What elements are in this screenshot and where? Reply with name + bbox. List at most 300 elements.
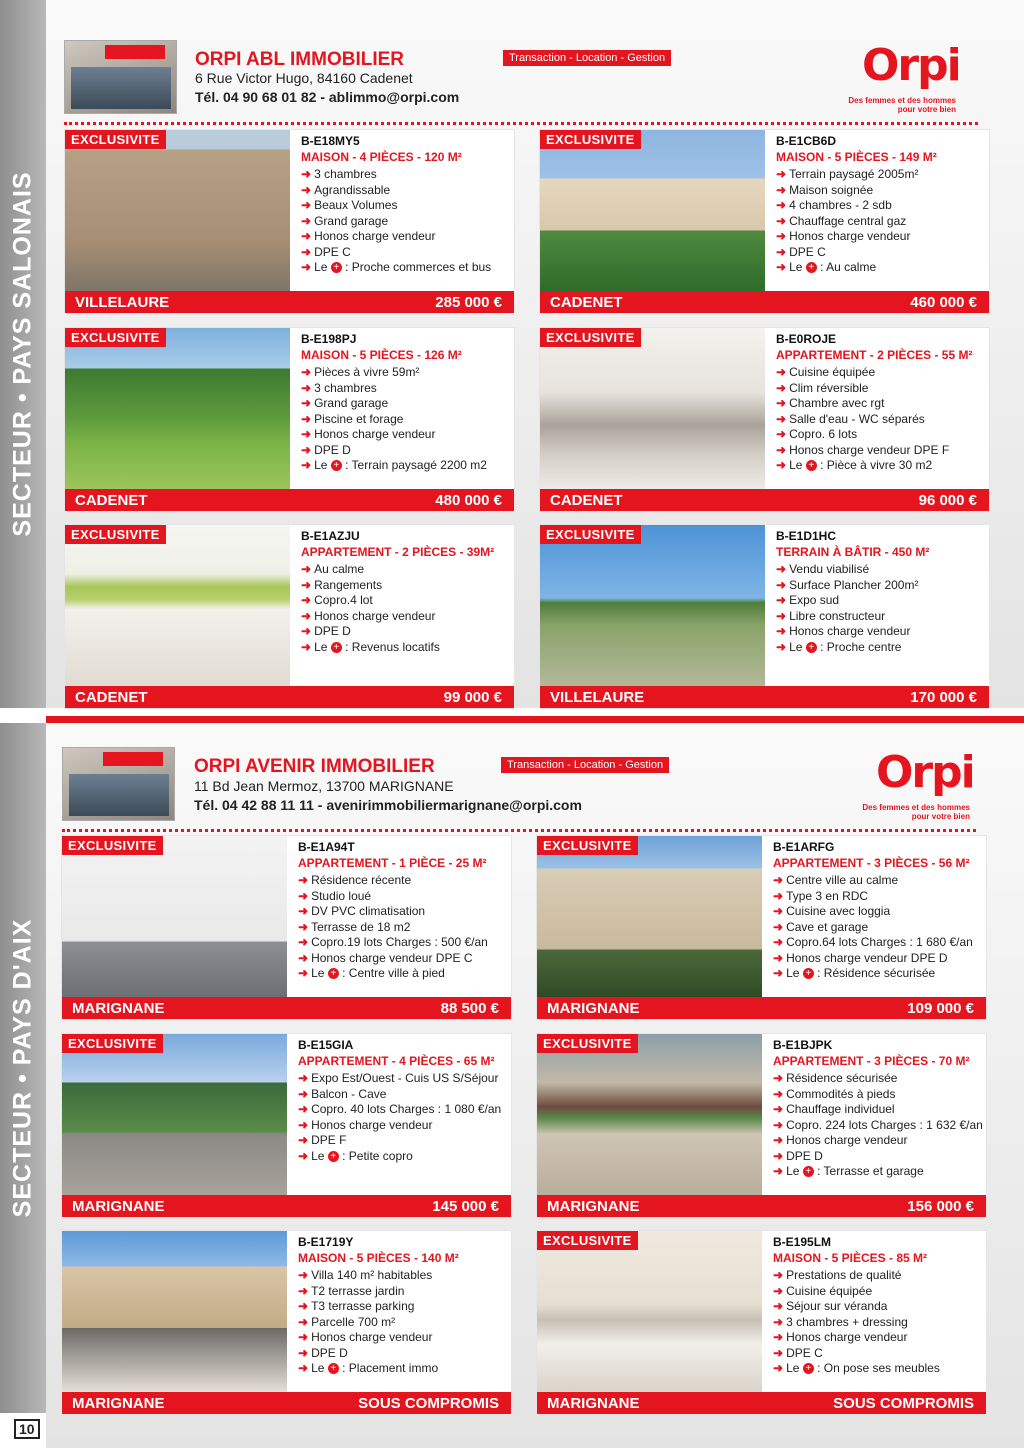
arrow-icon: ➜ [298, 1361, 309, 1375]
feature-item: ➜ Honos charge vendeur [773, 1133, 908, 1147]
feature-plus: ➜ Le + : Résidence sécurisée [773, 966, 936, 980]
agency-address: 6 Rue Victor Hugo, 84160 Cadenet [195, 70, 413, 86]
arrow-icon: ➜ [773, 1071, 784, 1085]
arrow-icon: ➜ [776, 562, 787, 576]
feature-item: ➜ Grand garage [301, 213, 389, 228]
feature-item: ➜ DPE D [298, 1345, 348, 1360]
feature-item: ➜ T2 terrasse jardin [298, 1283, 405, 1298]
listing-card[interactable] [539, 327, 990, 512]
arrow-icon: ➜ [773, 1117, 784, 1132]
listing-card[interactable] [61, 1033, 512, 1218]
listing-bar [62, 1392, 511, 1414]
exclusivite-badge: EXCLUSIVITE [62, 836, 163, 855]
listing-card[interactable] [536, 835, 987, 1020]
listing-bar [65, 686, 514, 708]
feature-plus: ➜ Le + : Petite copro [298, 1148, 413, 1163]
feature-item: ➜ Grand garage [301, 396, 389, 410]
listing-city: CADENET [550, 294, 623, 311]
property-photo[interactable] [537, 1231, 762, 1393]
feature-item: ➜ Honos charge vendeur [298, 1117, 433, 1132]
listing-ref: B-E1ARFG [773, 840, 835, 854]
exclusivite-badge: EXCLUSIVITE [540, 525, 641, 544]
property-photo[interactable] [537, 1034, 762, 1196]
feature-plus: ➜ Le + : Pièce à vivre 30 m2 [776, 458, 933, 472]
arrow-icon: ➜ [776, 577, 787, 592]
arrow-icon: ➜ [298, 1299, 309, 1313]
plus-icon: + [803, 968, 814, 979]
feature-item: ➜ Copro. 40 lots Charges : 1 080 €/an [298, 1102, 502, 1116]
listing-bar [540, 489, 989, 511]
agency-name: ORPI AVENIR IMMOBILIER [194, 756, 435, 777]
listing-bar [65, 489, 514, 511]
feature-list [776, 562, 988, 655]
arrow-icon: ➜ [298, 1314, 309, 1329]
listing-price: 460 000 € [910, 294, 977, 311]
orpi-logo: Orpi [862, 40, 960, 91]
arrow-icon: ➜ [301, 244, 312, 259]
feature-plus: ➜ Le + : Au calme [776, 260, 877, 274]
exclusivite-badge: EXCLUSIVITE [537, 1034, 638, 1053]
exclusivite-badge: EXCLUSIVITE [65, 525, 166, 544]
arrow-icon: ➜ [298, 950, 309, 965]
feature-item: ➜ Honos charge vendeur DPE F [776, 442, 950, 457]
orpi-logo: Orpi [876, 747, 974, 798]
arrow-icon: ➜ [773, 1299, 784, 1313]
feature-item: ➜ Copro.64 lots Charges : 1 680 €/an [773, 935, 973, 949]
listing-bar [62, 997, 511, 1019]
arrow-icon: ➜ [301, 213, 312, 228]
listing-type: MAISON - 5 PIÈCES - 85 M² [773, 1251, 928, 1265]
feature-item: ➜ Cuisine équipée [773, 1283, 873, 1298]
listing-info [773, 840, 985, 982]
feature-item: ➜ T3 terrasse parking [298, 1299, 415, 1313]
listing-info [776, 332, 988, 474]
feature-item: ➜ Terrasse de 18 m2 [298, 919, 411, 934]
feature-item: ➜ Beaux Volumes [301, 198, 398, 212]
arrow-icon: ➜ [301, 562, 312, 576]
listing-bar [540, 291, 989, 313]
feature-item: ➜ Maison soignée [776, 182, 874, 197]
feature-item: ➜ Chauffage central gaz [776, 213, 907, 228]
listing-card[interactable] [61, 1230, 512, 1415]
feature-list [298, 1268, 510, 1377]
feature-item: ➜ Honos charge vendeur [298, 1330, 433, 1344]
arrow-icon: ➜ [776, 396, 787, 410]
listing-ref: B-E18MY5 [301, 134, 360, 148]
listing-ref: B-E0ROJE [776, 332, 837, 346]
feature-item: ➜ DPE F [298, 1133, 347, 1147]
arrow-icon: ➜ [298, 1345, 309, 1360]
orpi-slogan: Des femmes et des hommes pour votre bien [848, 96, 956, 114]
arrow-icon: ➜ [776, 244, 787, 259]
arrow-icon: ➜ [298, 1148, 309, 1163]
arrow-icon: ➜ [773, 1330, 784, 1344]
feature-item: ➜ Honos charge vendeur [301, 229, 436, 243]
arrow-icon: ➜ [298, 1071, 309, 1085]
listing-ref: B-E15GIA [298, 1038, 354, 1052]
sidebar-pays-salonais [0, 0, 46, 708]
arrow-icon: ➜ [301, 639, 312, 654]
arrow-icon: ➜ [773, 1268, 784, 1282]
plus-icon: + [806, 460, 817, 471]
property-photo[interactable] [65, 525, 290, 687]
arrow-icon: ➜ [776, 365, 787, 379]
listing-price: 109 000 € [907, 1000, 974, 1017]
listing-price: 88 500 € [440, 1000, 499, 1017]
feature-item: ➜ Studio loué [298, 888, 372, 903]
listing-type: APPARTEMENT - 3 PIÈCES - 56 M² [773, 856, 970, 870]
listing-city: CADENET [550, 492, 623, 509]
listing-type: MAISON - 5 PIÈCES - 149 M² [776, 150, 937, 164]
listing-bar [540, 686, 989, 708]
listing-ref: B-E1A94T [298, 840, 355, 854]
listing-info [776, 529, 988, 655]
feature-item: ➜ Vendu viabilisé [776, 562, 870, 576]
listing-type: APPARTEMENT - 2 PIÈCES - 39M² [301, 545, 495, 559]
property-photo[interactable] [540, 130, 765, 292]
listing-card[interactable] [536, 1230, 987, 1415]
exclusivite-badge: EXCLUSIVITE [537, 1231, 638, 1250]
listing-type: MAISON - 5 PIÈCES - 140 M² [298, 1251, 459, 1265]
listing-ref: B-E1CB6D [776, 134, 837, 148]
listing-city: MARIGNANE [72, 1198, 165, 1215]
feature-item: ➜ DV PVC climatisation [298, 904, 426, 918]
arrow-icon: ➜ [776, 458, 787, 472]
arrow-icon: ➜ [773, 1314, 784, 1329]
feature-item: ➜ Type 3 en RDC [773, 888, 869, 903]
feature-plus: ➜ Le + : Placement immo [298, 1361, 439, 1375]
arrow-icon: ➜ [776, 213, 787, 228]
feature-item: ➜ Libre constructeur [776, 608, 886, 623]
listing-price: SOUS COMPROMIS [833, 1395, 974, 1412]
listing-price: SOUS COMPROMIS [358, 1395, 499, 1412]
arrow-icon: ➜ [773, 1361, 784, 1375]
arrow-icon: ➜ [301, 380, 312, 395]
feature-item: ➜ Honos charge vendeur [301, 608, 436, 623]
arrow-icon: ➜ [298, 1330, 309, 1344]
feature-item: ➜ Expo sud [776, 593, 840, 607]
listing-city: VILLELAURE [75, 294, 170, 311]
arrow-icon: ➜ [298, 904, 309, 918]
section-divider [46, 716, 1024, 723]
feature-item: ➜ Honos charge vendeur DPE C [298, 950, 473, 965]
feature-item: ➜ DPE C [776, 244, 826, 259]
listing-price: 480 000 € [435, 492, 502, 509]
agency-address: 11 Bd Jean Mermoz, 13700 MARIGNANE [194, 778, 454, 794]
feature-item: ➜ 4 chambres - 2 sdb [776, 198, 892, 212]
listing-bar [537, 1195, 986, 1217]
plus-icon: + [331, 262, 342, 273]
feature-item: ➜ Villa 140 m² habitables [298, 1268, 433, 1282]
sidebar-pays-d-aix [0, 723, 46, 1413]
feature-list [773, 1268, 985, 1377]
listing-city: CADENET [75, 492, 148, 509]
arrow-icon: ➜ [776, 442, 787, 457]
arrow-icon: ➜ [298, 1268, 309, 1282]
sidebar-label: SECTEUR • PAYS D'AIX [8, 918, 37, 1218]
arrow-icon: ➜ [301, 608, 312, 623]
arrow-icon: ➜ [773, 873, 784, 887]
arrow-icon: ➜ [776, 608, 787, 623]
feature-list [298, 1071, 510, 1164]
exclusivite-badge: EXCLUSIVITE [62, 1034, 163, 1053]
plus-icon: + [803, 1363, 814, 1374]
listing-bar [65, 291, 514, 313]
arrow-icon: ➜ [298, 1133, 309, 1147]
feature-item: ➜ Terrain paysagé 2005m² [776, 167, 919, 181]
arrow-icon: ➜ [301, 458, 312, 472]
feature-item: ➜ Parcelle 700 m² [298, 1314, 396, 1329]
listing-type: APPARTEMENT - 2 PIÈCES - 55 M² [776, 348, 973, 362]
arrow-icon: ➜ [298, 966, 309, 980]
exclusivite-badge: EXCLUSIVITE [65, 130, 166, 149]
feature-plus: ➜ Le + : Terrasse et garage [773, 1164, 924, 1178]
feature-item: ➜ Honos charge vendeur [773, 1330, 908, 1344]
agency-contact: Tél. 04 90 68 01 82 - ablimmo@orpi.com [195, 89, 460, 105]
feature-plus: ➜ Le + : Proche centre [776, 639, 902, 654]
feature-item: ➜ Honos charge vendeur DPE D [773, 950, 948, 965]
arrow-icon: ➜ [776, 198, 787, 212]
listing-info [301, 332, 513, 474]
plus-icon: + [331, 460, 342, 471]
arrow-icon: ➜ [301, 442, 312, 457]
feature-item: ➜ DPE D [773, 1148, 823, 1163]
arrow-icon: ➜ [301, 198, 312, 212]
arrow-icon: ➜ [776, 182, 787, 197]
feature-item: ➜ Centre ville au calme [773, 873, 899, 887]
plus-icon: + [803, 1166, 814, 1177]
arrow-icon: ➜ [301, 396, 312, 410]
listing-card[interactable] [64, 524, 515, 709]
listing-city: MARIGNANE [547, 1198, 640, 1215]
feature-item: ➜ DPE D [301, 624, 351, 638]
listing-ref: B-E1719Y [298, 1235, 354, 1249]
plus-icon: + [328, 968, 339, 979]
listing-type: MAISON - 5 PIÈCES - 126 M² [301, 348, 462, 362]
arrow-icon: ➜ [301, 182, 312, 197]
feature-item: ➜ Copro. 224 lots Charges : 1 632 €/an [773, 1117, 983, 1132]
arrow-icon: ➜ [773, 950, 784, 965]
arrow-icon: ➜ [776, 427, 787, 441]
listing-card[interactable] [536, 1033, 987, 1218]
arrow-icon: ➜ [776, 260, 787, 274]
property-photo[interactable] [540, 525, 765, 687]
feature-item: ➜ Pièces à vivre 59m² [301, 365, 420, 379]
listing-bar [537, 1392, 986, 1414]
arrow-icon: ➜ [773, 1164, 784, 1178]
listing-city: CADENET [75, 689, 148, 706]
listing-ref: B-E1AZJU [301, 529, 360, 543]
feature-item: ➜ Chauffage individuel [773, 1102, 895, 1116]
feature-list [301, 365, 513, 474]
listing-price: 145 000 € [432, 1198, 499, 1215]
listing-price: 96 000 € [918, 492, 977, 509]
listing-ref: B-E1BJPK [773, 1038, 833, 1052]
feature-item: ➜ Copro.19 lots Charges : 500 €/an [298, 935, 488, 949]
feature-item: ➜ Expo Est/Ouest - Cuis US S/Séjour [298, 1071, 499, 1085]
arrow-icon: ➜ [773, 919, 784, 934]
listing-info [298, 1235, 510, 1377]
arrow-icon: ➜ [773, 888, 784, 903]
feature-item: ➜ Résidence sécurisée [773, 1071, 898, 1085]
divider-dots [64, 122, 978, 125]
arrow-icon: ➜ [773, 1283, 784, 1298]
arrow-icon: ➜ [773, 935, 784, 949]
arrow-icon: ➜ [298, 1117, 309, 1132]
plus-icon: + [331, 642, 342, 653]
agency-name: ORPI ABL IMMOBILIER [195, 49, 404, 70]
feature-item: ➜ Clim réversible [776, 380, 869, 395]
feature-item: ➜ Honos charge vendeur [776, 624, 911, 638]
feature-item: ➜ Séjour sur véranda [773, 1299, 888, 1313]
feature-item: ➜ Honos charge vendeur [301, 427, 436, 441]
plus-icon: + [806, 642, 817, 653]
property-photo[interactable] [62, 1034, 287, 1196]
arrow-icon: ➜ [301, 167, 312, 181]
feature-item: ➜ Cave et garage [773, 919, 869, 934]
arrow-icon: ➜ [301, 593, 312, 607]
feature-item: ➜ Cuisine avec loggia [773, 904, 891, 918]
arrow-icon: ➜ [301, 260, 312, 274]
arrow-icon: ➜ [298, 919, 309, 934]
feature-plus: ➜ Le + : On pose ses meubles [773, 1361, 940, 1375]
listing-info [776, 134, 988, 276]
arrow-icon: ➜ [298, 1086, 309, 1101]
arrow-icon: ➜ [298, 935, 309, 949]
feature-item: ➜ Surface Plancher 200m² [776, 577, 919, 592]
listing-info [773, 1235, 985, 1377]
listing-city: MARIGNANE [547, 1000, 640, 1017]
feature-list [301, 167, 513, 276]
arrow-icon: ➜ [773, 904, 784, 918]
listing-type: TERRAIN À BÂTIR - 450 M² [776, 545, 930, 559]
feature-item: ➜ Copro. 6 lots [776, 427, 858, 441]
arrow-icon: ➜ [776, 624, 787, 638]
arrow-icon: ➜ [776, 167, 787, 181]
property-photo[interactable] [65, 130, 290, 292]
feature-item: ➜ Au calme [301, 562, 365, 576]
agency-contact: Tél. 04 42 88 11 11 - avenirimmobiliermarignane@orpi.com [194, 797, 582, 813]
listing-price: 285 000 € [435, 294, 502, 311]
feature-plus: ➜ Le + : Proche commerces et bus [301, 260, 492, 274]
arrow-icon: ➜ [301, 624, 312, 638]
arrow-icon: ➜ [301, 411, 312, 426]
listing-ref: B-E195LM [773, 1235, 832, 1249]
feature-item: ➜ DPE C [773, 1345, 823, 1360]
page-number: 10 [14, 1419, 40, 1439]
listing-card[interactable] [539, 524, 990, 709]
services-tag: Transaction - Location - Gestion [503, 50, 671, 66]
arrow-icon: ➜ [298, 888, 309, 903]
listing-city: MARIGNANE [547, 1395, 640, 1412]
feature-item: ➜ Cuisine équipée [776, 365, 876, 379]
feature-item: ➜ Rangements [301, 577, 383, 592]
feature-plus: ➜ Le + : Terrain paysagé 2200 m2 [301, 458, 487, 472]
feature-item: ➜ Prestations de qualité [773, 1268, 902, 1282]
exclusivite-badge: EXCLUSIVITE [537, 836, 638, 855]
feature-item: ➜ Commodités à pieds [773, 1086, 896, 1101]
orpi-slogan: Des femmes et des hommes pour votre bien [862, 803, 970, 821]
arrow-icon: ➜ [298, 1102, 309, 1116]
listing-type: APPARTEMENT - 3 PIÈCES - 70 M² [773, 1054, 970, 1068]
exclusivite-badge: EXCLUSIVITE [540, 328, 641, 347]
plus-icon: + [328, 1363, 339, 1374]
exclusivite-badge: EXCLUSIVITE [65, 328, 166, 347]
listing-city: MARIGNANE [72, 1395, 165, 1412]
divider-dots [62, 829, 976, 832]
property-photo[interactable] [537, 836, 762, 998]
listing-info [773, 1038, 985, 1180]
exclusivite-badge: EXCLUSIVITE [540, 130, 641, 149]
property-photo[interactable] [62, 1231, 287, 1393]
property-photo[interactable] [62, 836, 287, 998]
feature-item: ➜ DPE C [301, 244, 351, 259]
property-photo[interactable] [540, 328, 765, 490]
listing-price: 170 000 € [910, 689, 977, 706]
feature-item: ➜ 3 chambres [301, 167, 377, 181]
feature-item: ➜ 3 chambres [301, 380, 377, 395]
listing-info [301, 134, 513, 276]
arrow-icon: ➜ [301, 229, 312, 243]
listing-type: APPARTEMENT - 1 PIÈCE - 25 M² [298, 856, 487, 870]
listing-city: MARIGNANE [72, 1000, 165, 1017]
arrow-icon: ➜ [301, 577, 312, 592]
feature-item: ➜ Piscine et forage [301, 411, 404, 426]
feature-item: ➜ Balcon - Cave [298, 1086, 387, 1101]
feature-list [301, 562, 513, 655]
listing-city: VILLELAURE [550, 689, 645, 706]
listing-type: MAISON - 4 PIÈCES - 120 M² [301, 150, 462, 164]
arrow-icon: ➜ [773, 1133, 784, 1147]
feature-item: ➜ Salle d'eau - WC séparés [776, 411, 925, 426]
feature-list [776, 365, 988, 474]
feature-item: ➜ 3 chambres + dressing [773, 1314, 908, 1329]
arrow-icon: ➜ [776, 229, 787, 243]
arrow-icon: ➜ [776, 639, 787, 654]
listing-bar [537, 997, 986, 1019]
arrow-icon: ➜ [773, 1148, 784, 1163]
feature-item: ➜ Agrandissable [301, 182, 391, 197]
agency-storefront-photo [62, 747, 175, 821]
sidebar-label: SECTEUR • PAYS SALONAIS [8, 171, 37, 537]
arrow-icon: ➜ [776, 411, 787, 426]
feature-plus: ➜ Le + : Revenus locatifs [301, 639, 440, 654]
agency-storefront-photo [64, 40, 177, 114]
arrow-icon: ➜ [298, 1283, 309, 1298]
feature-list [298, 873, 510, 982]
arrow-icon: ➜ [776, 380, 787, 395]
listing-price: 99 000 € [443, 689, 502, 706]
listing-card[interactable] [539, 129, 990, 314]
listing-ref: B-E1D1HC [776, 529, 837, 543]
listing-card[interactable] [64, 129, 515, 314]
plus-icon: + [806, 262, 817, 273]
arrow-icon: ➜ [773, 1086, 784, 1101]
arrow-icon: ➜ [773, 1345, 784, 1360]
listing-card[interactable] [64, 327, 515, 512]
feature-list [776, 167, 988, 276]
listing-card[interactable] [61, 835, 512, 1020]
arrow-icon: ➜ [776, 593, 787, 607]
listing-bar [62, 1195, 511, 1217]
listing-price: 156 000 € [907, 1198, 974, 1215]
property-photo[interactable] [65, 328, 290, 490]
feature-item: ➜ Chambre avec rgt [776, 396, 885, 410]
arrow-icon: ➜ [301, 365, 312, 379]
listing-info [298, 1038, 510, 1164]
feature-item: ➜ Honos charge vendeur [776, 229, 911, 243]
feature-list [773, 873, 985, 982]
